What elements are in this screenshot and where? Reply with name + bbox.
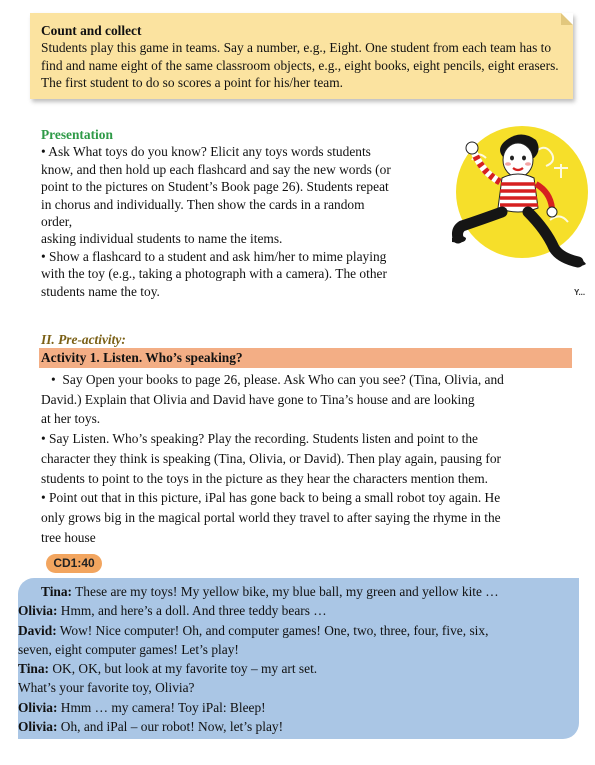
presentation-title: Presentation xyxy=(41,127,113,142)
presentation-line: in chorus and individually. Then show the cards in a random xyxy=(41,196,365,212)
script-line xyxy=(18,717,569,736)
activity-line: only grows big in the magical portal world they travel to after saying the rhyme in the xyxy=(41,509,501,525)
activity-line: • Point out that in this picture, iPal has gone back to being a small robot toy again. He xyxy=(41,490,501,506)
script-speaker: David: xyxy=(18,622,57,638)
audio-script-box xyxy=(18,578,579,739)
activity-line: character they think is speaking (Tina, Olivia, or David). Then play again, pausing for xyxy=(41,450,502,466)
illustration-signature: Y... xyxy=(574,288,586,297)
script-text: OK, OK, but look at my favorite toy – my art set. xyxy=(49,661,318,677)
presentation-line: students name the toy. xyxy=(41,283,160,299)
script-line xyxy=(18,678,569,697)
script-text: Oh, and iPal – our robot! Now, let’s play! xyxy=(57,719,284,735)
presentation-line: asking individual students to name the items. xyxy=(41,231,283,247)
count-and-collect-note xyxy=(30,13,573,99)
presentation-line: order, xyxy=(41,214,73,230)
mime-illustration xyxy=(442,120,590,300)
presentation-line: point to the pictures on Student’s Book page 26). Students repeat xyxy=(41,179,389,195)
activity-instructions xyxy=(41,370,563,547)
activity-line: • Say Listen. Who’s speaking? Play the recording. Students listen and point to the xyxy=(41,431,478,447)
count-and-collect-body: Students play this game in teams. Say a number, e.g., Eight. One student from each team has to find and name eight of the same classroom objects, e.g., eight books, eight pencils, eight erasers. The first student to do so scores a point for his/her team. xyxy=(41,40,559,90)
script-text: What’s your favorite toy, Olivia? xyxy=(18,680,195,696)
script-speaker: Tina: xyxy=(18,661,50,677)
pre-activity-heading: II. Pre-activity: xyxy=(41,332,126,347)
script-line xyxy=(18,601,569,620)
presentation-line: • Show a flashcard to a student and ask him/her to mime playing xyxy=(41,248,387,264)
presentation-line: know, and then hold up each flashcard and say the new words (or xyxy=(41,161,391,177)
script-line xyxy=(41,582,569,601)
script-speaker: Olivia: xyxy=(18,699,58,715)
script-line xyxy=(18,659,569,678)
presentation-line: with the toy (e.g., taking a photograph with a camera). The other xyxy=(41,266,387,282)
script-line xyxy=(18,621,569,640)
cd-track-badge: CD1:40 xyxy=(46,554,102,573)
presentation-section xyxy=(41,126,441,300)
activity-line: • Say Open your books to page 26, please. Ask Who can you see? (Tina, Olivia, and xyxy=(41,372,504,387)
presentation-line: • Ask What toys do you know? Elicit any toys words students xyxy=(41,144,371,160)
activity-title-bar: Activity 1. Listen. Who’s speaking? xyxy=(39,348,572,368)
count-and-collect-title: Count and collect xyxy=(41,23,142,38)
script-text: Wow! Nice computer! Oh, and computer games! One, two, three, four, five, six, xyxy=(56,622,489,638)
script-text: Hmm … my camera! Toy iPal: Bleep! xyxy=(57,699,266,715)
script-speaker: Olivia: xyxy=(18,719,58,735)
script-text: These are my toys! My yellow bike, my blue ball, my green and yellow kite … xyxy=(72,584,499,599)
activity-line: at her toys. xyxy=(41,411,101,427)
script-line xyxy=(18,698,569,717)
script-speaker: Tina: xyxy=(41,584,73,599)
script-text: seven, eight computer games! Let’s play! xyxy=(18,641,239,657)
activity-line: students to point to the toys in the picture as they hear the characters mention them. xyxy=(41,470,488,486)
script-text: Hmm, and here’s a doll. And three teddy bears … xyxy=(57,603,327,619)
activity-line: David.) Explain that Olivia and David have gone to Tina’s house and are looking xyxy=(41,391,475,407)
script-speaker: Olivia: xyxy=(18,603,58,619)
activity-line: tree house xyxy=(41,529,96,545)
script-line xyxy=(18,640,569,659)
